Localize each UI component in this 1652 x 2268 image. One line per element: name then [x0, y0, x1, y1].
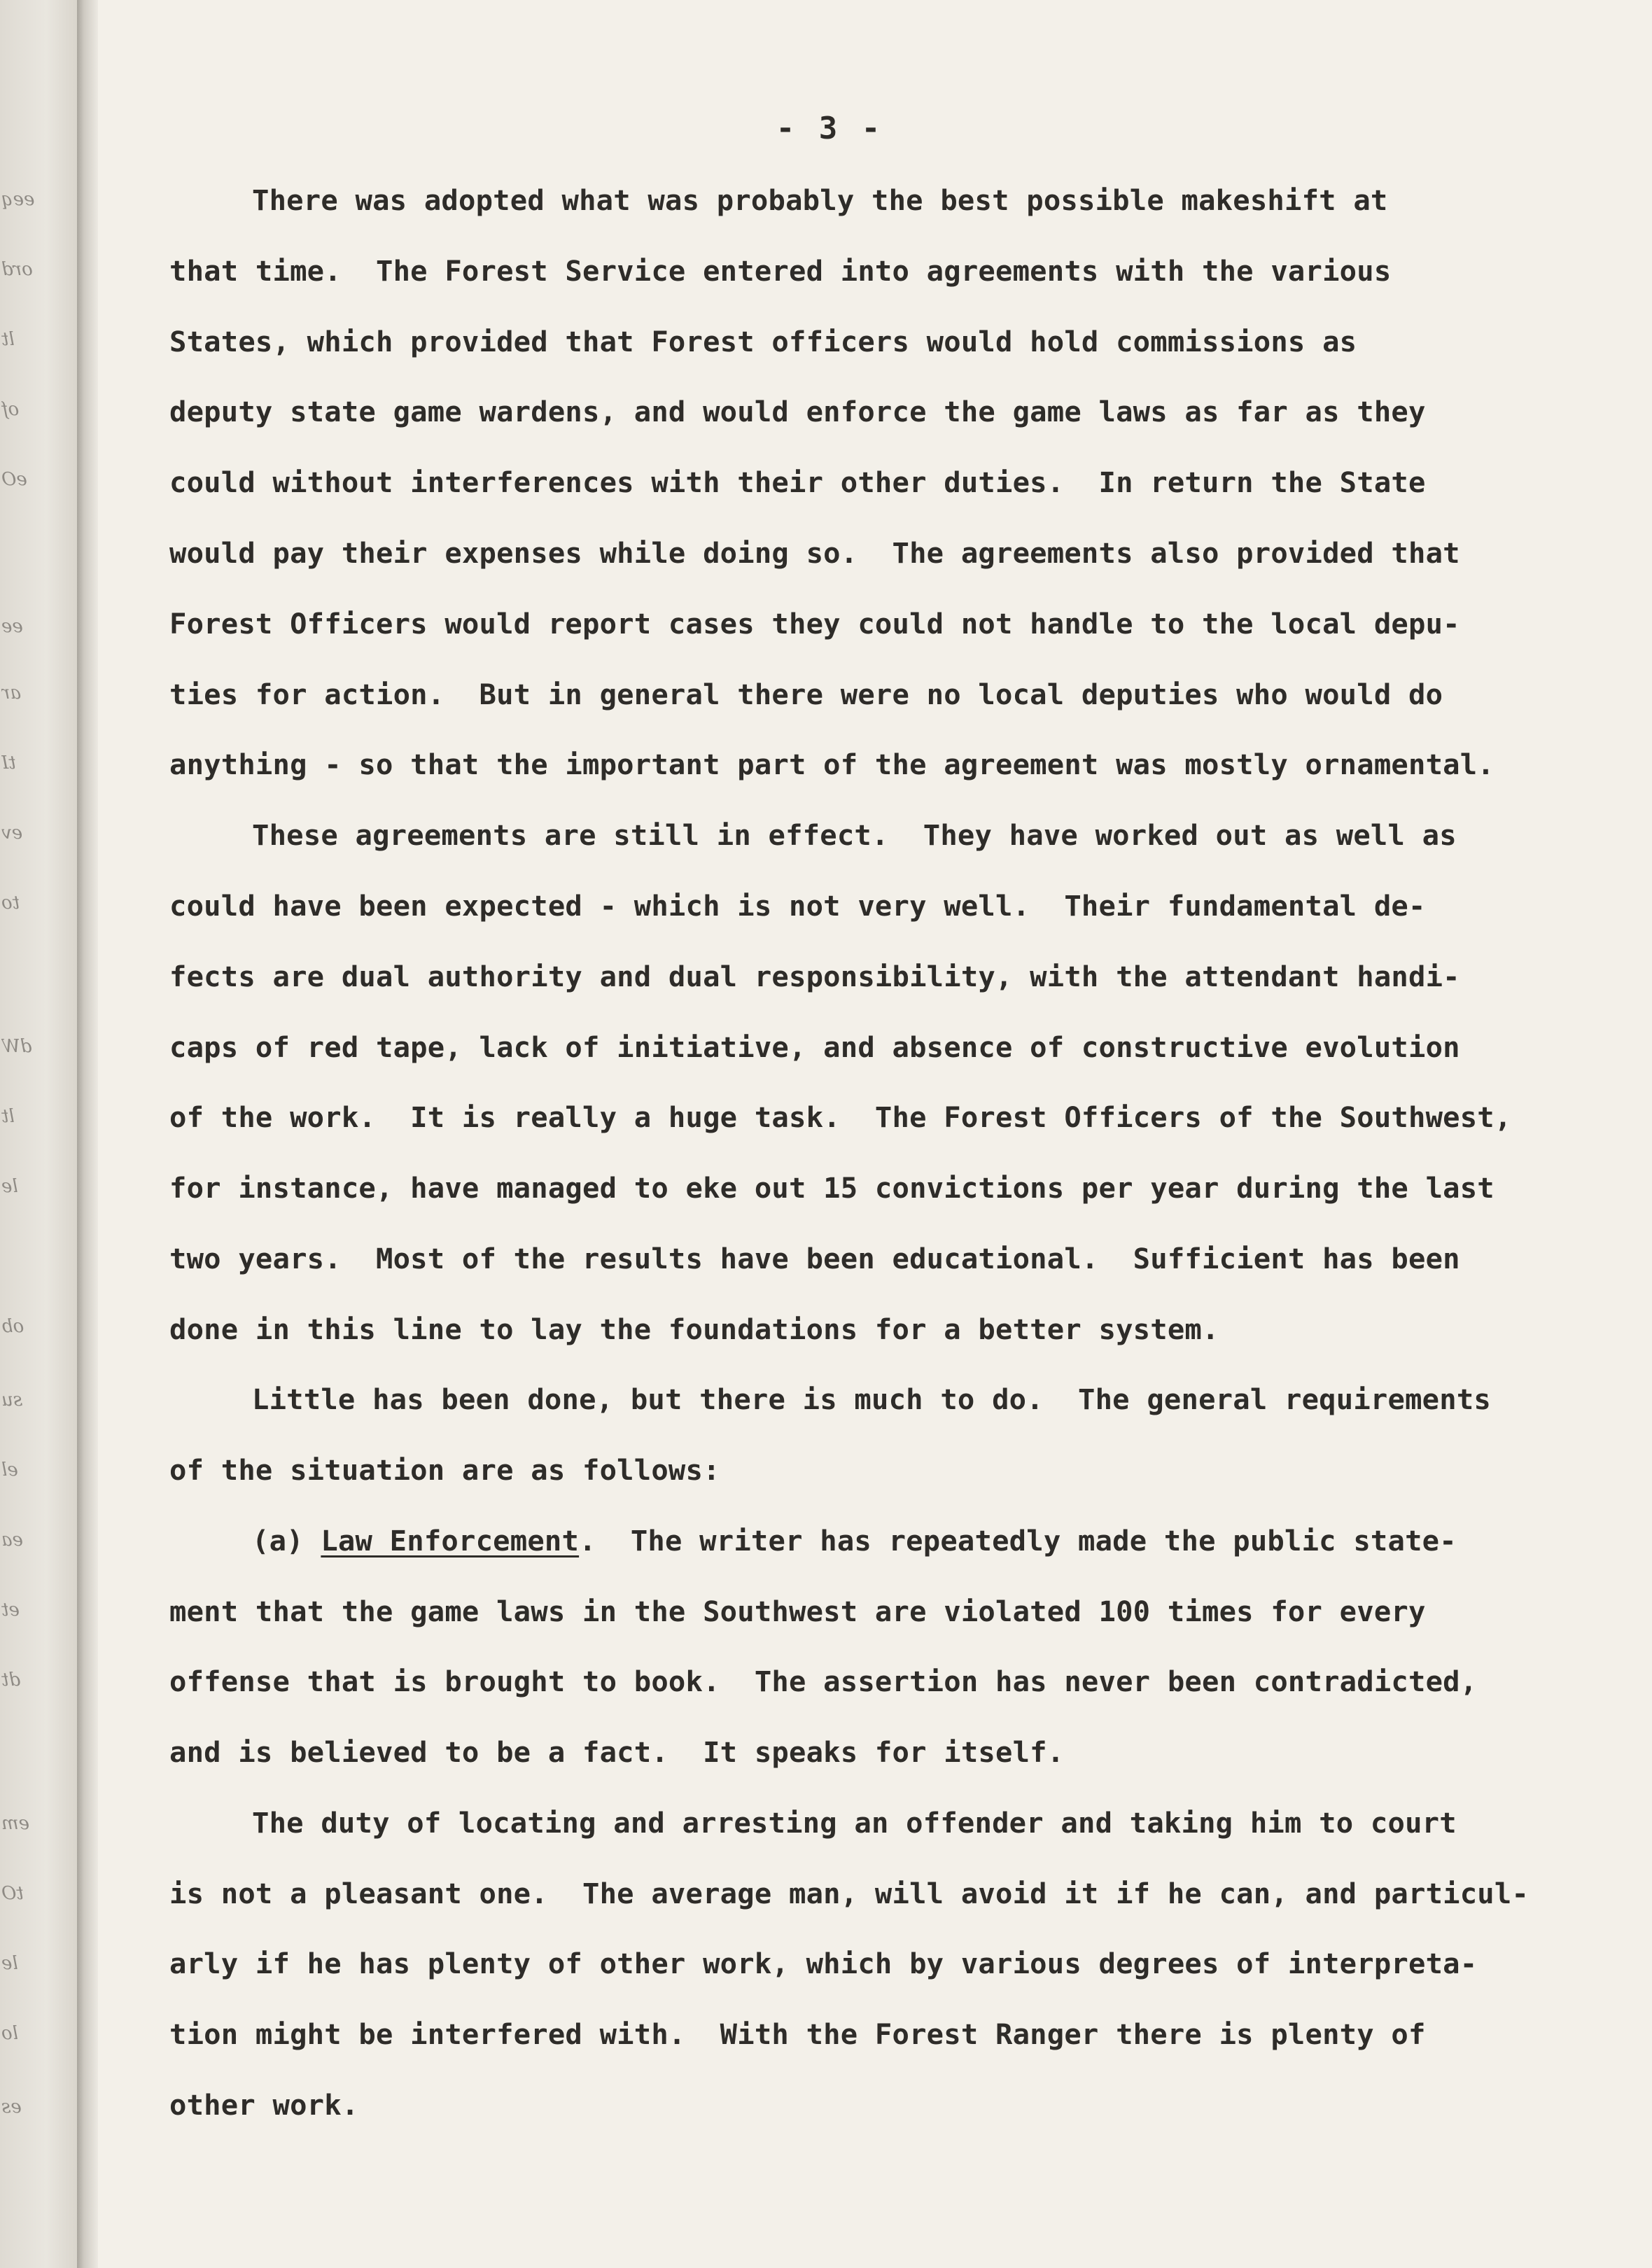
item-marker: (a): [252, 1524, 321, 1558]
text-line: is not a pleasant one. The average man, will avoid it if he can, and particul-: [169, 1877, 1530, 1910]
text-line: ment that the game laws in the Southwest are violated 100 times for every: [169, 1595, 1426, 1628]
bleed-fragment: dW: [1, 1036, 32, 1057]
bleed-fragment: su: [1, 1390, 23, 1410]
text-line: tion might be interfered with. With the Forest Ranger there is plenty of: [169, 2017, 1426, 2051]
bleed-fragment: le: [1, 1176, 18, 1197]
bleed-fragment: tI: [1, 752, 16, 774]
text-line: offense that is brought to book. The assertion has never been contradicted,: [169, 1665, 1478, 1698]
text-run: . The writer has repeatedly made the public state-: [579, 1524, 1457, 1558]
text-line: that time. The Forest Service entered into agreements with the various: [169, 254, 1392, 288]
text-line: fects are dual authority and dual responsibility, with the attendant handi-: [169, 960, 1460, 993]
text-line: of the situation are as follows:: [169, 1453, 720, 1487]
text-line: ties for action. But in general there were no local deputies who would do: [169, 678, 1443, 711]
text-line: Little has been done, but there is much to do. The general requirements: [252, 1382, 1491, 1416]
bleed-fragment: ar: [1, 682, 21, 704]
page-number: - 3 -: [776, 111, 883, 146]
section-heading-law-enforcement: Law Enforcement: [321, 1524, 580, 1558]
binding-gutter: [77, 0, 98, 2268]
bleed-fragment: lt: [1, 1106, 15, 1127]
typewritten-page: [98, 0, 1652, 2268]
bleed-fragment: le: [1, 1953, 18, 1974]
text-line: two years. Most of the results have been educational. Sufficient has been: [169, 1242, 1460, 1275]
bleed-fragment: ob: [1, 1316, 24, 1337]
bleed-fragment: ev: [1, 822, 23, 844]
text-line: other work.: [169, 2088, 359, 2122]
bleed-fragment: el: [1, 1460, 18, 1480]
bleed-fragment: eO: [1, 469, 27, 490]
text-line: caps of red tape, lack of initiative, and absence of constructive evolution: [169, 1030, 1460, 1064]
text-line: [252, 1524, 1457, 1558]
bleed-fragment: lo: [1, 2023, 18, 2044]
text-line: for instance, have managed to eke out 15 convictions per year during the last: [169, 1171, 1494, 1205]
bleed-fragment: lt: [1, 329, 15, 350]
text-line: States, which provided that Forest officers would hold commissions as: [169, 325, 1357, 358]
bleed-fragment: ea: [1, 1530, 23, 1550]
facing-page-bleed-through: [0, 0, 77, 2268]
bleed-fragment: to: [1, 892, 20, 913]
text-line: Forest Officers would report cases they could not handle to the local depu-: [169, 607, 1460, 640]
text-line: These agreements are still in effect. They have worked out as well as: [252, 818, 1457, 852]
text-line: could have been expected - which is not very well. Their fundamental de-: [169, 889, 1426, 923]
bleed-fragment: et: [1, 1600, 20, 1620]
text-line: would pay their expenses while doing so. The agreements also provided that: [169, 536, 1460, 570]
text-line: arly if he has plenty of other work, which by various degrees of interpreta-: [169, 1947, 1478, 1980]
text-line: anything - so that the important part of the agreement was mostly ornamental.: [169, 748, 1494, 781]
text-line: done in this line to lay the foundations for a better system.: [169, 1312, 1219, 1346]
text-line: could without interferences with their other duties. In return the State: [169, 465, 1426, 499]
bleed-fragment: eeq: [1, 189, 35, 210]
text-line: deputy state game wardens, and would enforce the game laws as far as they: [169, 395, 1426, 428]
bleed-fragment: ee: [1, 616, 23, 637]
text-line: There was adopted what was probably the best possible makeshift at: [252, 183, 1388, 217]
bleed-fragment: em: [1, 1813, 30, 1834]
bleed-fragment: dt: [1, 1670, 21, 1690]
text-line: The duty of locating and arresting an offender and taking him to court: [252, 1806, 1457, 1840]
text-line: and is believed to be a fact. It speaks for itself.: [169, 1735, 1065, 1769]
bleed-fragment: tO: [1, 1883, 24, 1904]
bleed-fragment: ord: [1, 259, 33, 280]
bleed-fragment: of: [1, 399, 20, 420]
text-line: of the work. It is really a huge task. The Forest Officers of the Southwest,: [169, 1100, 1512, 1134]
bleed-fragment: es: [1, 2096, 22, 2118]
